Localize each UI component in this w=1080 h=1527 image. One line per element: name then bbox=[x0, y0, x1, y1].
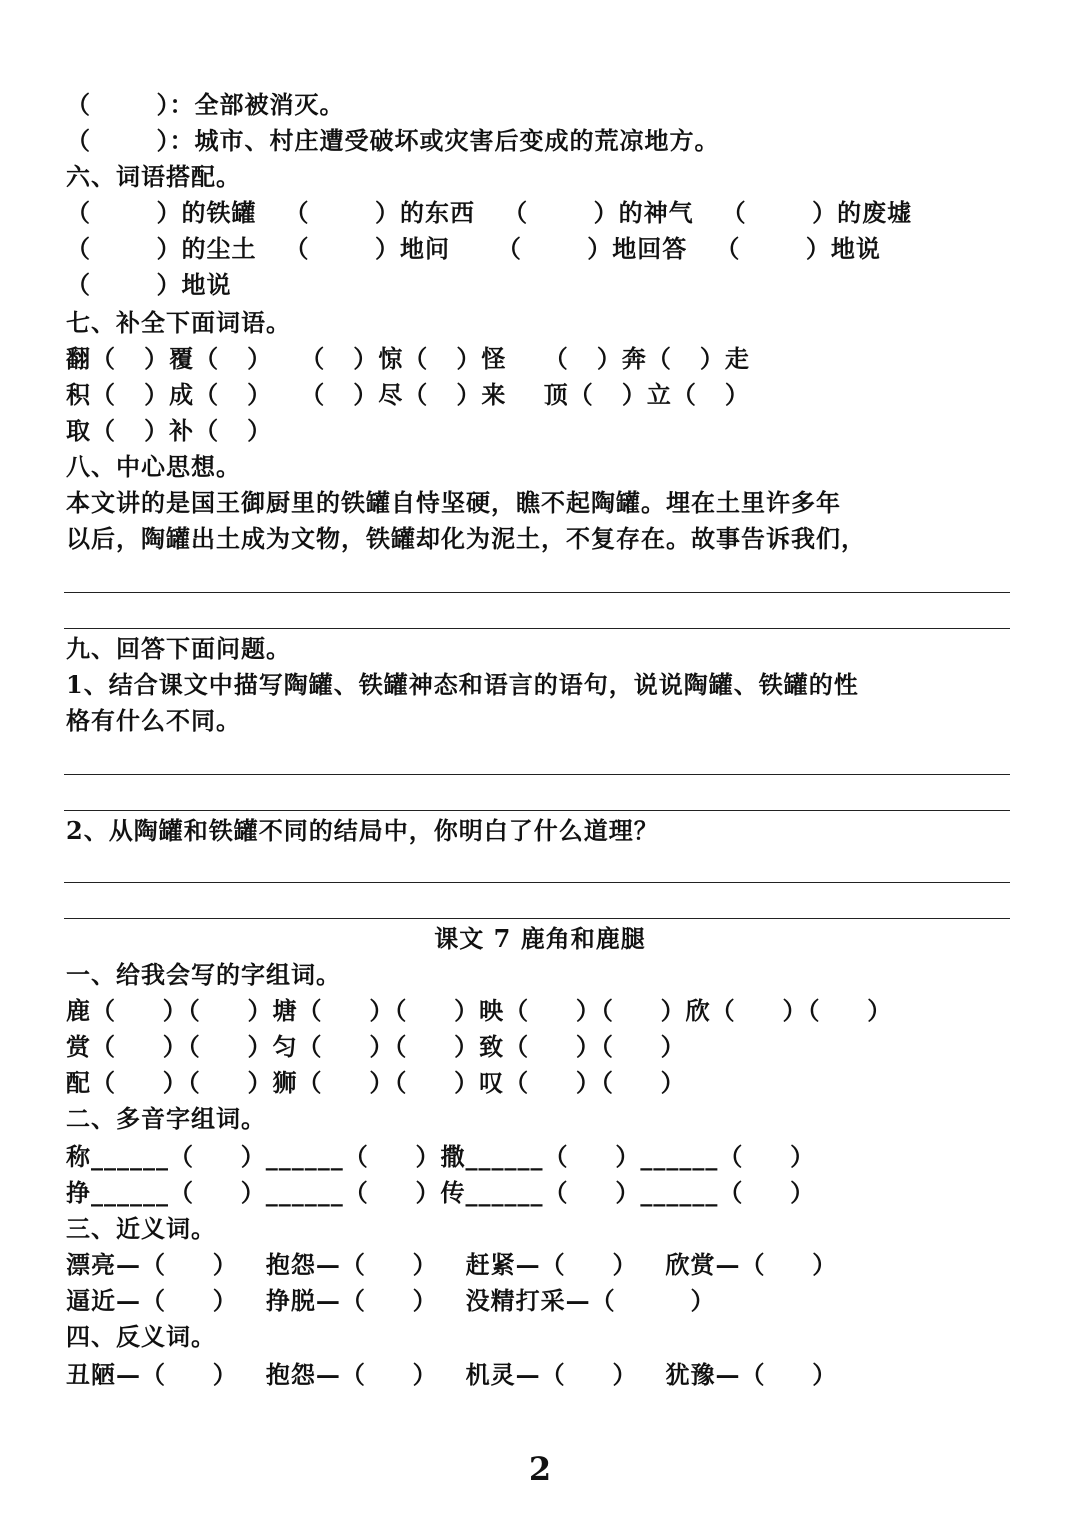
collocation-row-3: （ ）地说 bbox=[66, 270, 232, 299]
definition-line-1: （ ）：全部被消灭。 bbox=[66, 90, 345, 119]
polyphone-row-1: 称______（ ）______（ ）撒______（ ）______（ ） bbox=[66, 1142, 816, 1171]
synonym-row-2: 逼近—（ ） 挣脱—（ ） 没精打采—（ ） bbox=[66, 1286, 716, 1315]
section-heading-2: 二、多音字组词。 bbox=[66, 1104, 266, 1133]
section-heading-7: 七、补全下面词语。 bbox=[66, 308, 291, 337]
definition-line-2: （ ）：城市、村庄遭受破坏或灾害后变成的荒凉地方。 bbox=[66, 126, 720, 155]
idiom-row-1: 翻（ ）覆（ ） （ ）惊（ ）怪 （ ）奔（ ）走 bbox=[66, 344, 750, 373]
section-heading-8: 八、中心思想。 bbox=[66, 452, 241, 481]
answer-line bbox=[64, 918, 1010, 919]
question-1-line-1: 1、结合课文中描写陶罐、铁罐神态和语言的语句，说说陶罐、铁罐的性 bbox=[66, 670, 859, 699]
answer-line bbox=[64, 628, 1010, 629]
antonym-row-1: 丑陋—（ ） 抱怨—（ ） 机灵—（ ） 犹豫—（ ） bbox=[66, 1360, 838, 1389]
word-group-row-3: 配（ ）（ ）狮（ ）（ ）叹（ ）（ ） bbox=[66, 1068, 686, 1097]
answer-line bbox=[64, 810, 1010, 811]
lesson-title: 课文 7 鹿角和鹿腿 bbox=[434, 924, 646, 953]
section-heading-6: 六、词语搭配。 bbox=[66, 162, 241, 191]
answer-line bbox=[64, 882, 1010, 883]
word-group-row-1: 鹿（ ）（ ）塘（ ）（ ）映（ ）（ ）欣（ ）（ ） bbox=[66, 996, 893, 1025]
section-heading-4: 四、反义词。 bbox=[66, 1322, 216, 1351]
section-heading-3: 三、近义词。 bbox=[66, 1214, 216, 1243]
question-1-line-2: 格有什么不同。 bbox=[66, 706, 241, 735]
answer-line bbox=[64, 592, 1010, 593]
question-2: 2、从陶罐和铁罐不同的结局中，你明白了什么道理？ bbox=[66, 816, 659, 845]
idiom-row-2: 积（ ）成（ ） （ ）尽（ ）来 顶（ ）立（ ） bbox=[66, 380, 750, 409]
collocation-row-2: （ ）的尘土 （ ）地问 （ ）地回答 （ ）地说 bbox=[66, 234, 881, 263]
answer-line bbox=[64, 774, 1010, 775]
idiom-row-3: 取（ ）补（ ） bbox=[66, 416, 273, 445]
polyphone-row-2: 挣______（ ）______（ ）传______（ ）______（ ） bbox=[66, 1178, 816, 1207]
collocation-row-1: （ ）的铁罐 （ ）的东西 （ ）的神气 （ ）的废墟 bbox=[66, 198, 913, 227]
page-number: 2 bbox=[528, 1450, 552, 1488]
synonym-row-1: 漂亮—（ ） 抱怨—（ ） 赶紧—（ ） 欣赏—（ ） bbox=[66, 1250, 838, 1279]
section-heading-1: 一、给我会写的字组词。 bbox=[66, 960, 341, 989]
word-group-row-2: 赏（ ）（ ）匀（ ）（ ）致（ ）（ ） bbox=[66, 1032, 686, 1061]
central-idea-line-2: 以后，陶罐出土成为文物，铁罐却化为泥土，不复存在。故事告诉我们， bbox=[66, 524, 866, 553]
section-heading-9: 九、回答下面问题。 bbox=[66, 634, 291, 663]
central-idea-line-1: 本文讲的是国王御厨里的铁罐自恃坚硬，瞧不起陶罐。埋在土里许多年 bbox=[66, 488, 841, 517]
